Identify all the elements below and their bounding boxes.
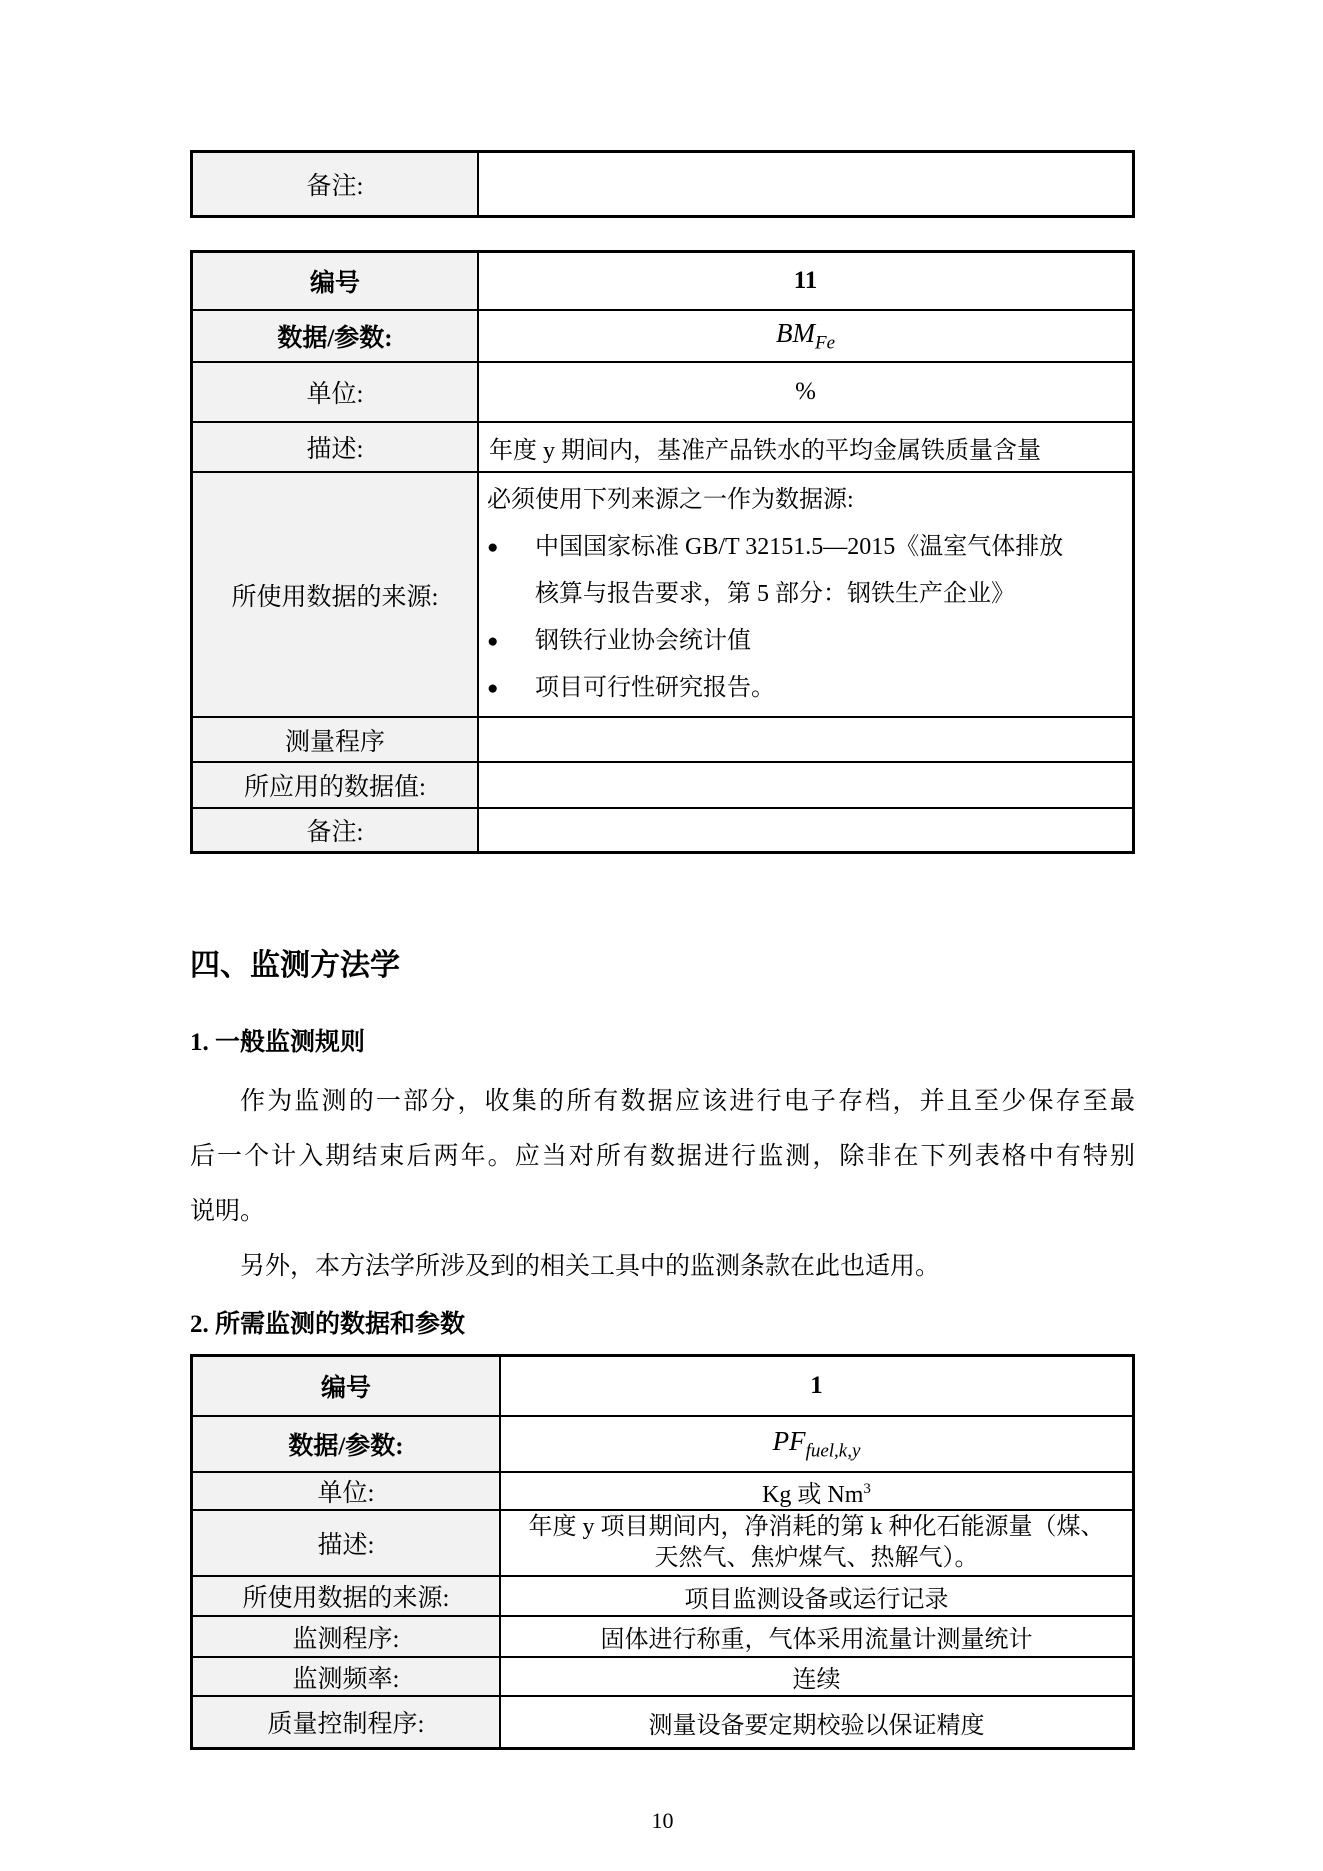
unit-value: % xyxy=(795,378,816,405)
data-source-label: 所使用数据的来源: xyxy=(242,1585,450,1612)
monitoring-frequency-label-cell xyxy=(193,1658,501,1695)
document-page xyxy=(190,0,1135,1834)
unit-value xyxy=(762,1474,871,1509)
description-value-cell xyxy=(479,423,1132,471)
number-label: 编号 xyxy=(320,1375,371,1402)
remark-value-cell xyxy=(479,153,1132,215)
number-value-cell xyxy=(501,1357,1132,1415)
remark-label: 备注: xyxy=(306,819,364,846)
applied-value-label-cell xyxy=(193,763,479,807)
monitoring-procedure-label: 监测程序: xyxy=(292,1625,400,1653)
formula-subscript: Fe xyxy=(814,332,836,354)
measurement-procedure-value-cell xyxy=(479,718,1132,761)
list-item xyxy=(487,665,1128,712)
unit-label-cell xyxy=(193,1473,501,1509)
previous-table-remark xyxy=(190,150,1135,218)
monitoring-procedure-value: 固体进行称重，气体采用流量计测量统计 xyxy=(600,1627,1033,1653)
data-source-value: 项目监测设备或运行记录 xyxy=(684,1586,949,1613)
table-row xyxy=(193,807,1132,851)
bullet-line: 中国国家标准 GB/T 32151.5—2015《温室气体排放 xyxy=(535,534,1064,560)
applied-value-label: 所应用的数据值: xyxy=(244,774,426,801)
number-value-cell xyxy=(479,253,1132,309)
applied-value-cell xyxy=(479,763,1132,807)
number-label: 编号 xyxy=(309,270,360,297)
data-source-label: 所使用数据的来源: xyxy=(231,583,439,611)
unit-value-cell xyxy=(501,1473,1132,1509)
table-row xyxy=(193,1415,1132,1471)
bullet-icon: ● xyxy=(487,678,499,699)
description-label-cell xyxy=(193,1511,501,1575)
description-line: 年度 y 项目期间内，净消耗的第 k 种化石能源量（煤、 xyxy=(528,1514,1105,1540)
subsection-1-heading: 1. 一般监测规则 xyxy=(190,1029,366,1056)
param-value-cell xyxy=(479,311,1132,361)
table-row xyxy=(193,1509,1132,1575)
description-label-cell xyxy=(193,423,479,471)
table-row xyxy=(193,1615,1132,1656)
data-source-label-cell xyxy=(193,1577,501,1615)
paragraph-line: 说明。 xyxy=(190,1198,266,1225)
table-row xyxy=(193,1575,1132,1615)
monitoring-frequency-value: 连续 xyxy=(792,1667,841,1693)
remark-label: 备注: xyxy=(306,173,364,200)
monitoring-procedure-value-cell xyxy=(501,1617,1132,1656)
param-label-cell xyxy=(193,1417,501,1471)
unit-superscript: 3 xyxy=(863,1480,871,1497)
data-source-label-cell xyxy=(193,473,479,716)
section-title: 四、监测方法学 xyxy=(190,949,400,982)
unit-text: Kg 或 Nm xyxy=(762,1481,864,1508)
number-label-cell xyxy=(193,1357,501,1415)
paragraph-line: 作为监测的一部分，收集的所有数据应该进行电子存档，并且至少保存至最 xyxy=(240,1088,1135,1115)
data-source-value-cell xyxy=(479,473,1132,716)
parameter-table-1 xyxy=(190,1354,1135,1750)
param-value-cell xyxy=(501,1417,1132,1471)
bullet-text xyxy=(535,524,1128,618)
table-row xyxy=(193,421,1132,471)
bullet-text xyxy=(535,665,1128,712)
bullet-icon: ● xyxy=(487,537,499,558)
measurement-procedure-label: 测量程序 xyxy=(284,728,385,756)
measurement-procedure-label-cell xyxy=(193,718,479,761)
param-label: 数据/参数: xyxy=(277,325,393,352)
list-item xyxy=(487,618,1128,665)
quality-control-value: 测量设备要定期校验以保证精度 xyxy=(648,1712,985,1739)
monitoring-frequency-value-cell xyxy=(501,1658,1132,1695)
number-value: 1 xyxy=(810,1372,823,1399)
formula-base: PF xyxy=(772,1425,806,1456)
table-row xyxy=(193,309,1132,361)
data-source-intro: 必须使用下列来源之一作为数据源: xyxy=(487,487,854,513)
unit-label-cell xyxy=(193,363,479,421)
param-label: 数据/参数: xyxy=(288,1433,404,1460)
monitoring-procedure-label-cell xyxy=(193,1617,501,1656)
number-label-cell xyxy=(193,253,479,309)
parameter-table-11 xyxy=(190,250,1135,854)
formula-pf-fuel xyxy=(773,1426,861,1462)
bullet-line: 项目可行性研究报告。 xyxy=(535,675,775,701)
description-label: 描述: xyxy=(317,1532,375,1559)
formula-bm-fe xyxy=(776,318,835,354)
unit-label: 单位: xyxy=(306,381,364,408)
monitoring-frequency-label: 监测频率: xyxy=(292,1665,400,1693)
number-value: 11 xyxy=(793,267,818,294)
description-label: 描述: xyxy=(306,436,364,463)
bullet-line: 钢铁行业协会统计值 xyxy=(535,628,751,654)
quality-control-label-cell xyxy=(193,1697,501,1747)
table-row xyxy=(193,716,1132,761)
table-row xyxy=(193,153,1132,215)
bullet-text xyxy=(535,618,1128,665)
table-row xyxy=(193,761,1132,807)
description-value: 年度 y 期间内，基准产品铁水的平均金属铁质量含量 xyxy=(489,437,1041,464)
page-number: 10 xyxy=(651,1808,674,1833)
bullet-icon: ● xyxy=(487,631,499,652)
param-label-cell xyxy=(193,311,479,361)
table-row xyxy=(193,1357,1132,1415)
paragraph-line: 另外，本方法学所涉及到的相关工具中的监测条款在此也适用。 xyxy=(240,1253,941,1280)
data-source-value-cell xyxy=(501,1577,1132,1615)
list-item xyxy=(487,524,1128,618)
unit-label: 单位: xyxy=(317,1480,375,1507)
table-row xyxy=(193,471,1132,716)
table-row xyxy=(193,253,1132,309)
formula-subscript: fuel,k,y xyxy=(805,1440,861,1462)
table-row xyxy=(193,1471,1132,1509)
bullet-line: 核算与报告要求，第 5 部分：钢铁生产企业》 xyxy=(535,581,1015,607)
table-row xyxy=(193,1656,1132,1695)
paragraph-line: 后一个计入期结束后两年。应当对所有数据进行监测，除非在下列表格中有特别 xyxy=(190,1143,1135,1170)
description-value-cell xyxy=(501,1511,1132,1575)
remark-label-cell xyxy=(193,153,479,215)
remark-label-cell xyxy=(193,809,479,851)
table-row xyxy=(193,1695,1132,1747)
description-line: 天然气、焦炉煤气、热解气）。 xyxy=(654,1545,979,1571)
subsection-2-heading: 2. 所需监测的数据和参数 xyxy=(190,1311,466,1338)
remark-value-cell xyxy=(479,809,1132,851)
table-row xyxy=(193,361,1132,421)
formula-base: BM xyxy=(775,317,815,348)
quality-control-label: 质量控制程序: xyxy=(267,1711,425,1738)
top-margin xyxy=(190,0,1135,150)
quality-control-value-cell xyxy=(501,1697,1132,1747)
unit-value-cell xyxy=(479,363,1132,421)
